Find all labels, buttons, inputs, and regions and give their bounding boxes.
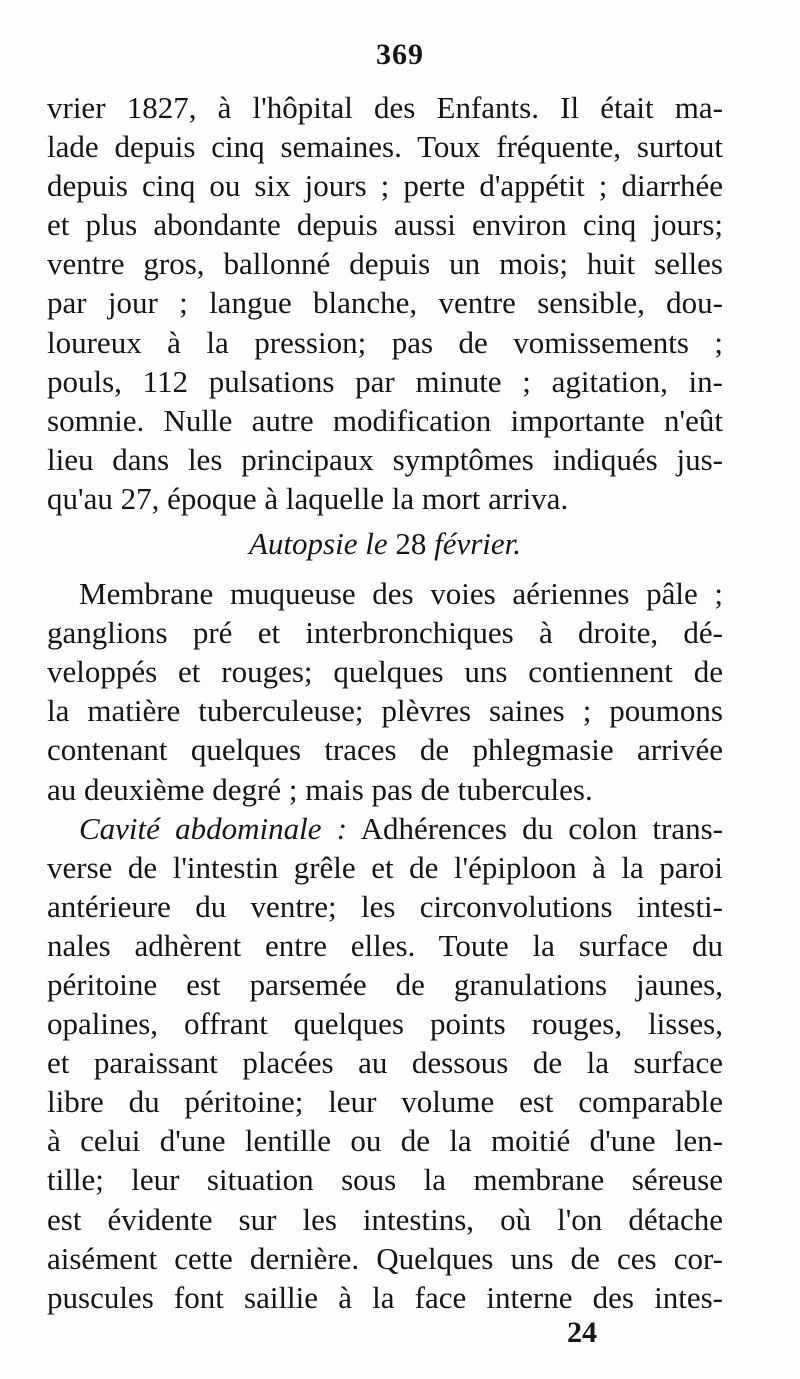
lead-italic: Cavité abdominale : [79, 810, 348, 846]
text-line: et plus abondante depuis aussi environ cinq jours; [47, 207, 723, 243]
text-line: loureux à la pression; pas de vomissements ; [47, 324, 723, 360]
text-line: contenant quelques traces de phlegmasie arrivée [47, 732, 723, 768]
body-text [47, 88, 723, 1317]
paragraph-respiratory [47, 574, 723, 809]
lead-rest: Adhérences du colon trans- [347, 810, 723, 846]
signature-mark: 24 [567, 1316, 597, 1349]
text-line: verse de l'intestin grêle et de l'épiploon à la paroi [47, 849, 723, 885]
paragraph-abdominal [47, 809, 723, 1317]
text-line: opalines, offrant quelques points rouges, lisses, [47, 1006, 723, 1042]
text-line: tille; leur situation sous la membrane séreuse [47, 1162, 723, 1198]
heading-prefix: Autopsie le [248, 526, 396, 562]
text-line: et paraissant placées au dessous de la surface [47, 1045, 723, 1081]
section-heading-autopsie [47, 522, 723, 574]
text-line: qu'au 27, époque à laquelle la mort arriva. [47, 480, 569, 516]
text-line: à celui d'une lentille ou de la moitié d'une len- [47, 1123, 723, 1159]
text-line: depuis cinq ou six jours ; perte d'appétit ; diarrhée [47, 168, 723, 204]
text-line: libre du péritoine; leur volume est comparable [47, 1084, 723, 1120]
text-line: au deuxième degré ; mais pas de tubercules. [47, 771, 593, 807]
text-line: la matière tuberculeuse; plèvres saines ; poumons [47, 693, 723, 729]
text-line: nales adhèrent entre elles. Toute la surface du [47, 927, 723, 963]
text-line: ganglions pré et interbronchiques à droite, dé- [47, 615, 723, 651]
text-line: pouls, 112 pulsations par minute ; agitation, in- [47, 363, 723, 399]
heading-month: février. [426, 526, 522, 562]
paragraph-case-history [47, 88, 723, 518]
text-line: ventre gros, ballonné depuis un mois; huit selles [47, 246, 723, 282]
heading-day: 28 [395, 526, 427, 562]
text-line: somnie. Nulle autre modification importante n'eût [47, 402, 723, 438]
text-line: antérieure du ventre; les circonvolutions intesti- [47, 888, 723, 924]
text-line: puscules font saillie à la face interne des intes- [47, 1279, 723, 1315]
text-line: péritoine est parsemée de granulations jaunes, [47, 966, 723, 1002]
text-line: est évidente sur les intestins, où l'on détache [47, 1201, 723, 1237]
text-line: vrier 1827, à l'hôpital des Enfants. Il était ma- [47, 90, 723, 125]
page-number: 369 [376, 38, 424, 71]
text-line: par jour ; langue blanche, ventre sensible, dou- [47, 285, 723, 321]
text-line: veloppés et rouges; quelques uns contiennent de [47, 654, 723, 690]
text-line-lead [47, 809, 723, 848]
text-line: lieu dans les principaux symptômes indiqués jus- [47, 441, 723, 477]
text-line: aisément cette dernière. Quelques uns de ces cor- [47, 1240, 723, 1276]
text-line: lade depuis cinq semaines. Toux fréquente, surtout [47, 129, 723, 165]
text-line: Membrane muqueuse des voies aériennes pâle ; [79, 576, 723, 612]
